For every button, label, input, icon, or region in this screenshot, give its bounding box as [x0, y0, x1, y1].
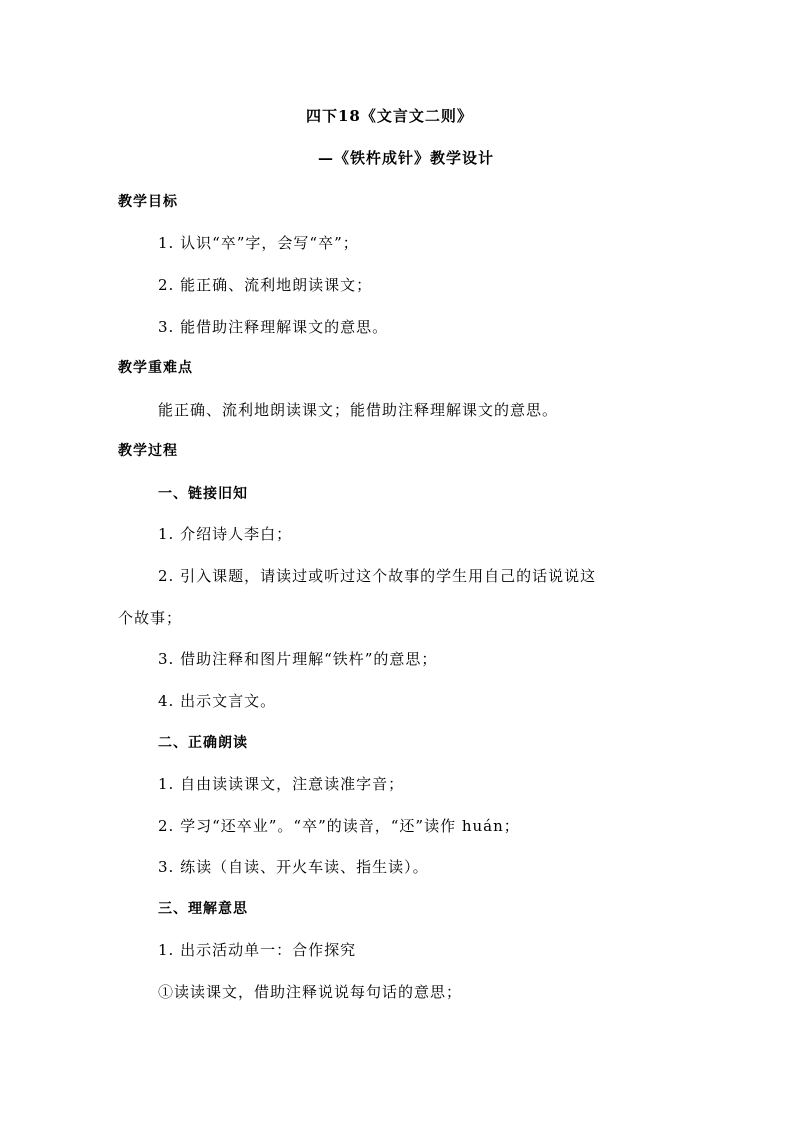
objective-item: 1. 认识“卒”字，会写“卒”； [158, 234, 359, 252]
process-item: 1. 出示活动单一：合作探究 [158, 941, 357, 959]
process-item: 2. 引入课题，请读过或听过这个故事的学生用自己的话说说这 [158, 567, 597, 585]
objective-item: 2. 能正确、流利地朗读课文； [158, 276, 373, 294]
document-title: 四下18《文言文二则》 [306, 107, 473, 125]
process-item: 4. 出示文言文。 [158, 692, 277, 710]
key-points-text: 能正确、流利地朗读课文；能借助注释理解课文的意思。 [158, 401, 559, 419]
process-item: 2. 学习“还卒业”。“卒”的读音，“还”读作 huán； [158, 817, 520, 835]
process-item: 3. 借助注释和图片理解“铁杵”的意思； [158, 650, 438, 668]
process-part1-heading: 一、链接旧知 [158, 486, 248, 502]
process-part2-heading: 二、正确朗读 [158, 735, 248, 751]
section-heading-objectives: 教学目标 [118, 194, 178, 210]
process-item: 3. 练读（自读、开火车读、指生读）。 [158, 858, 429, 876]
process-item-continuation: 个故事； [118, 609, 183, 627]
document-subtitle: —《铁杵成针》教学设计 [318, 149, 495, 167]
process-item: 1. 介绍诗人李白； [158, 525, 293, 543]
process-item: 1. 自由读读课文，注意读准字音； [158, 775, 405, 793]
objective-item: 3. 能借助注释理解课文的意思。 [158, 318, 389, 336]
process-item: ①读读课文，借助注释说说每句话的意思； [158, 983, 463, 1001]
process-part3-heading: 三、理解意思 [158, 901, 248, 917]
section-heading-key-points: 教学重难点 [118, 360, 193, 376]
section-heading-process: 教学过程 [118, 443, 178, 459]
